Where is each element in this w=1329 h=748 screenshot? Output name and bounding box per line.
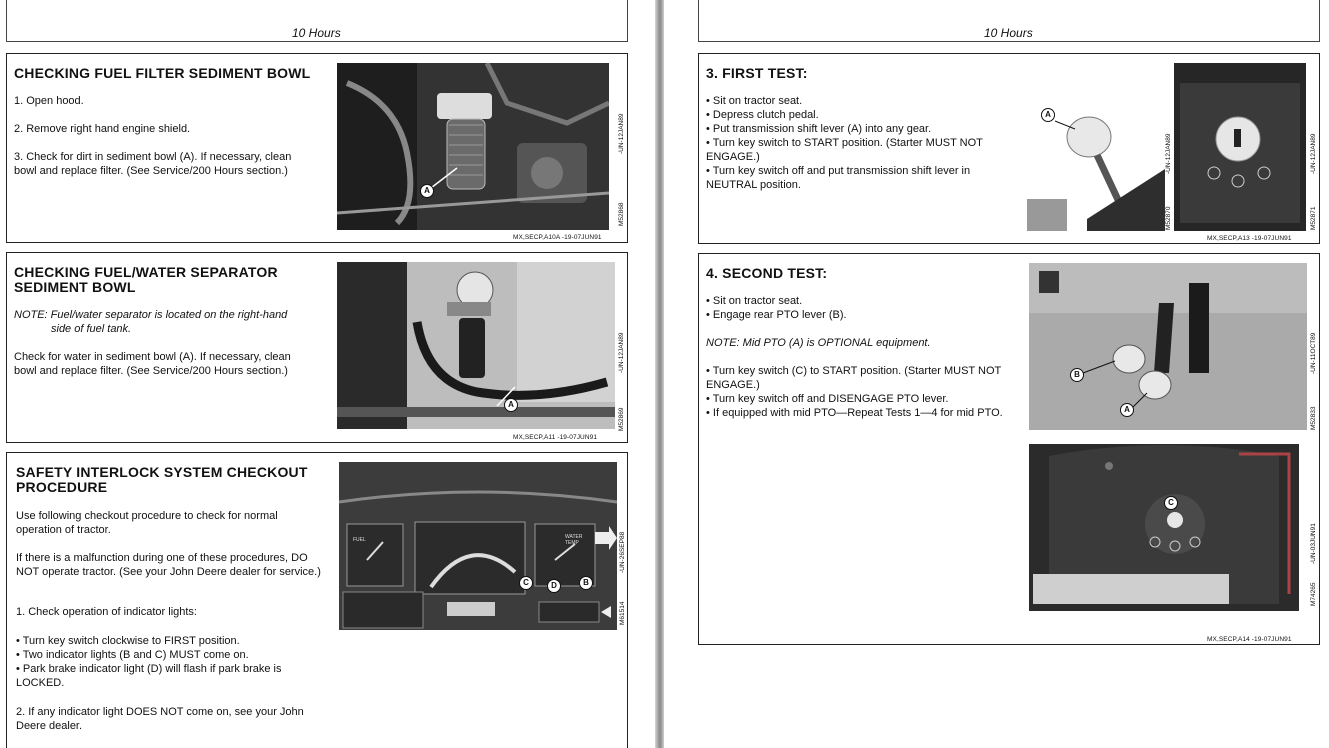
photo1-code-bottom: M52833: [1310, 406, 1317, 430]
step-3: 3. Check for dirt in sediment bowl (A). If necessary, clean bowl and replace filter. (See Service/200 Hours section.): [14, 151, 292, 177]
bullet-item: • Turn key switch (C) to START position. (Starter MUST NOT ENGAGE.): [706, 365, 1005, 391]
bullet-item: • Turn key switch to START position. (Starter MUST NOT ENGAGE.): [706, 137, 986, 163]
note: [14, 308, 324, 336]
right-page: [664, 0, 1329, 748]
section-title: 4. SECOND TEST:: [706, 265, 828, 281]
bullet-item: • Turn key switch clockwise to FIRST position.: [16, 635, 240, 647]
paragraph-4: 2. If any indicator light DOES NOT come on, see your John Deere dealer.: [16, 706, 304, 732]
pto-lever-photo: [1029, 263, 1307, 430]
second-test-bullets-1: [706, 294, 1012, 322]
note: NOTE: Mid PTO (A) is OPTIONAL equipment.: [706, 337, 931, 349]
paragraph: Check for water in sediment bowl (A). If necessary, clean bowl and replace filter. (See Service/200 Hours section.): [14, 351, 291, 377]
paragraph-1: Use following checkout procedure to check for normal operation of tractor.: [16, 510, 278, 536]
second-test-bullets-2: [706, 364, 1012, 420]
callout-a: A: [1041, 108, 1055, 122]
callout-a: A: [420, 184, 434, 198]
section-fuel-water-separator: [6, 252, 628, 443]
photo-code-bottom: M52869: [618, 407, 625, 431]
dashboard-photo: [339, 462, 617, 630]
key-switch-panel-photo: [1029, 444, 1299, 611]
step-2: 2. Remove right hand engine shield.: [14, 123, 191, 135]
bullet-item: • Turn key switch off and DISENGAGE PTO lever.: [706, 393, 949, 405]
callout-c: C: [1164, 496, 1178, 510]
left-page-header: 10 Hours: [292, 26, 341, 40]
callout-c: C: [519, 576, 533, 590]
section-title-line1: SAFETY INTERLOCK SYSTEM CHECKOUT: [16, 464, 308, 480]
step-1: 1. Open hood.: [14, 95, 84, 107]
engine-illustration: [337, 63, 609, 230]
bullet-item: • Sit on tractor seat.: [706, 295, 803, 307]
paragraph-3: 1. Check operation of indicator lights:: [16, 606, 197, 618]
pto-lever-illustration: [1029, 263, 1307, 430]
section-title-line1: CHECKING FUEL/WATER SEPARATOR: [14, 264, 278, 280]
book-gutter: [655, 0, 664, 748]
photo2-code-top: -UN-03JUN91: [1310, 523, 1317, 564]
photo-code-top: -UN-12JAN89: [618, 113, 625, 154]
photo1-code-top: -UN-12JAN89: [1165, 133, 1172, 174]
photo2-code-bottom: M74265: [1310, 582, 1317, 606]
right-page-header: 10 Hours: [984, 26, 1033, 40]
note-line1: NOTE: Fuel/water separator is located on the right-hand: [14, 309, 288, 321]
indicator-bullets: [16, 634, 326, 690]
section-footer-code: MX,SECP,A13 -19-07JUN91: [1207, 235, 1292, 242]
section-title-line2: PROCEDURE: [16, 479, 108, 495]
section-footer-code: MX,SECP,A14 -19-07JUN91: [1207, 636, 1292, 643]
bullet-item: • If equipped with mid PTO—Repeat Tests 1—4 for mid PTO.: [706, 407, 1003, 419]
photo2-code-top: -UN-12JAN89: [1310, 133, 1317, 174]
fuel-gauge-label: FUEL: [353, 537, 366, 543]
callout-d: D: [547, 579, 561, 593]
bullet-item: • Sit on tractor seat.: [706, 95, 803, 107]
photo1-code-top: -UN-11OCT89: [1310, 332, 1317, 374]
section-title-line2: SEDIMENT BOWL: [14, 279, 136, 295]
bullet-item: • Engage rear PTO lever (B).: [706, 309, 847, 321]
callout-b: B: [579, 576, 593, 590]
photo-code-bottom: M61514: [619, 601, 626, 625]
photo2-code-bottom: M52871: [1310, 206, 1317, 230]
dashboard-illustration: [339, 462, 617, 630]
section-first-test: [698, 53, 1320, 244]
fuel-water-separator-photo: [337, 262, 615, 429]
photo1-code-bottom: M52870: [1165, 206, 1172, 230]
callout-a: A: [504, 398, 518, 412]
bullet-item: • Turn key switch off and put transmission shift lever in NEUTRAL position.: [706, 165, 974, 191]
bullet-item: • Depress clutch pedal.: [706, 109, 819, 121]
section-title: CHECKING FUEL FILTER SEDIMENT BOWL: [14, 65, 311, 81]
section-fuel-filter: [6, 53, 628, 243]
section-footer-code: MX,SECP,A10A -19-07JUN91: [513, 234, 602, 241]
key-switch-panel-illustration: [1029, 444, 1299, 611]
water-temp-gauge-label: WATER TEMP: [565, 534, 583, 546]
left-page: [0, 0, 655, 748]
callout-a: A: [1120, 403, 1134, 417]
photo-code-top: -UN-26SEP88: [619, 531, 626, 573]
photo-code-top: -UN-12JAN89: [618, 332, 625, 373]
section-second-test: [698, 253, 1320, 645]
bullet-item: • Put transmission shift lever (A) into any gear.: [706, 123, 932, 135]
first-test-bullets: [706, 94, 1012, 192]
paragraph-2: If there is a malfunction during one of these procedures, DO NOT operate tractor. (See your John Deere dealer for service.): [16, 552, 321, 578]
key-switch-photo: [1174, 63, 1306, 231]
callout-b: B: [1070, 368, 1084, 382]
section-safety-interlock: [6, 452, 628, 748]
key-switch-illustration: [1174, 63, 1306, 231]
photo-code-bottom: M52868: [618, 202, 625, 226]
shift-lever-photo: [1027, 99, 1165, 231]
bullet-item: • Park brake indicator light (D) will flash if park brake is LOCKED.: [16, 663, 285, 689]
bullet-item: • Two indicator lights (B and C) MUST come on.: [16, 649, 249, 661]
note-line2: side of fuel tank.: [51, 323, 132, 335]
engine-fuel-filter-photo: [337, 63, 609, 230]
section-footer-code: MX,SECP,A11 -19-07JUN91: [513, 434, 598, 441]
separator-illustration: [337, 262, 615, 429]
section-title: 3. FIRST TEST:: [706, 65, 808, 81]
